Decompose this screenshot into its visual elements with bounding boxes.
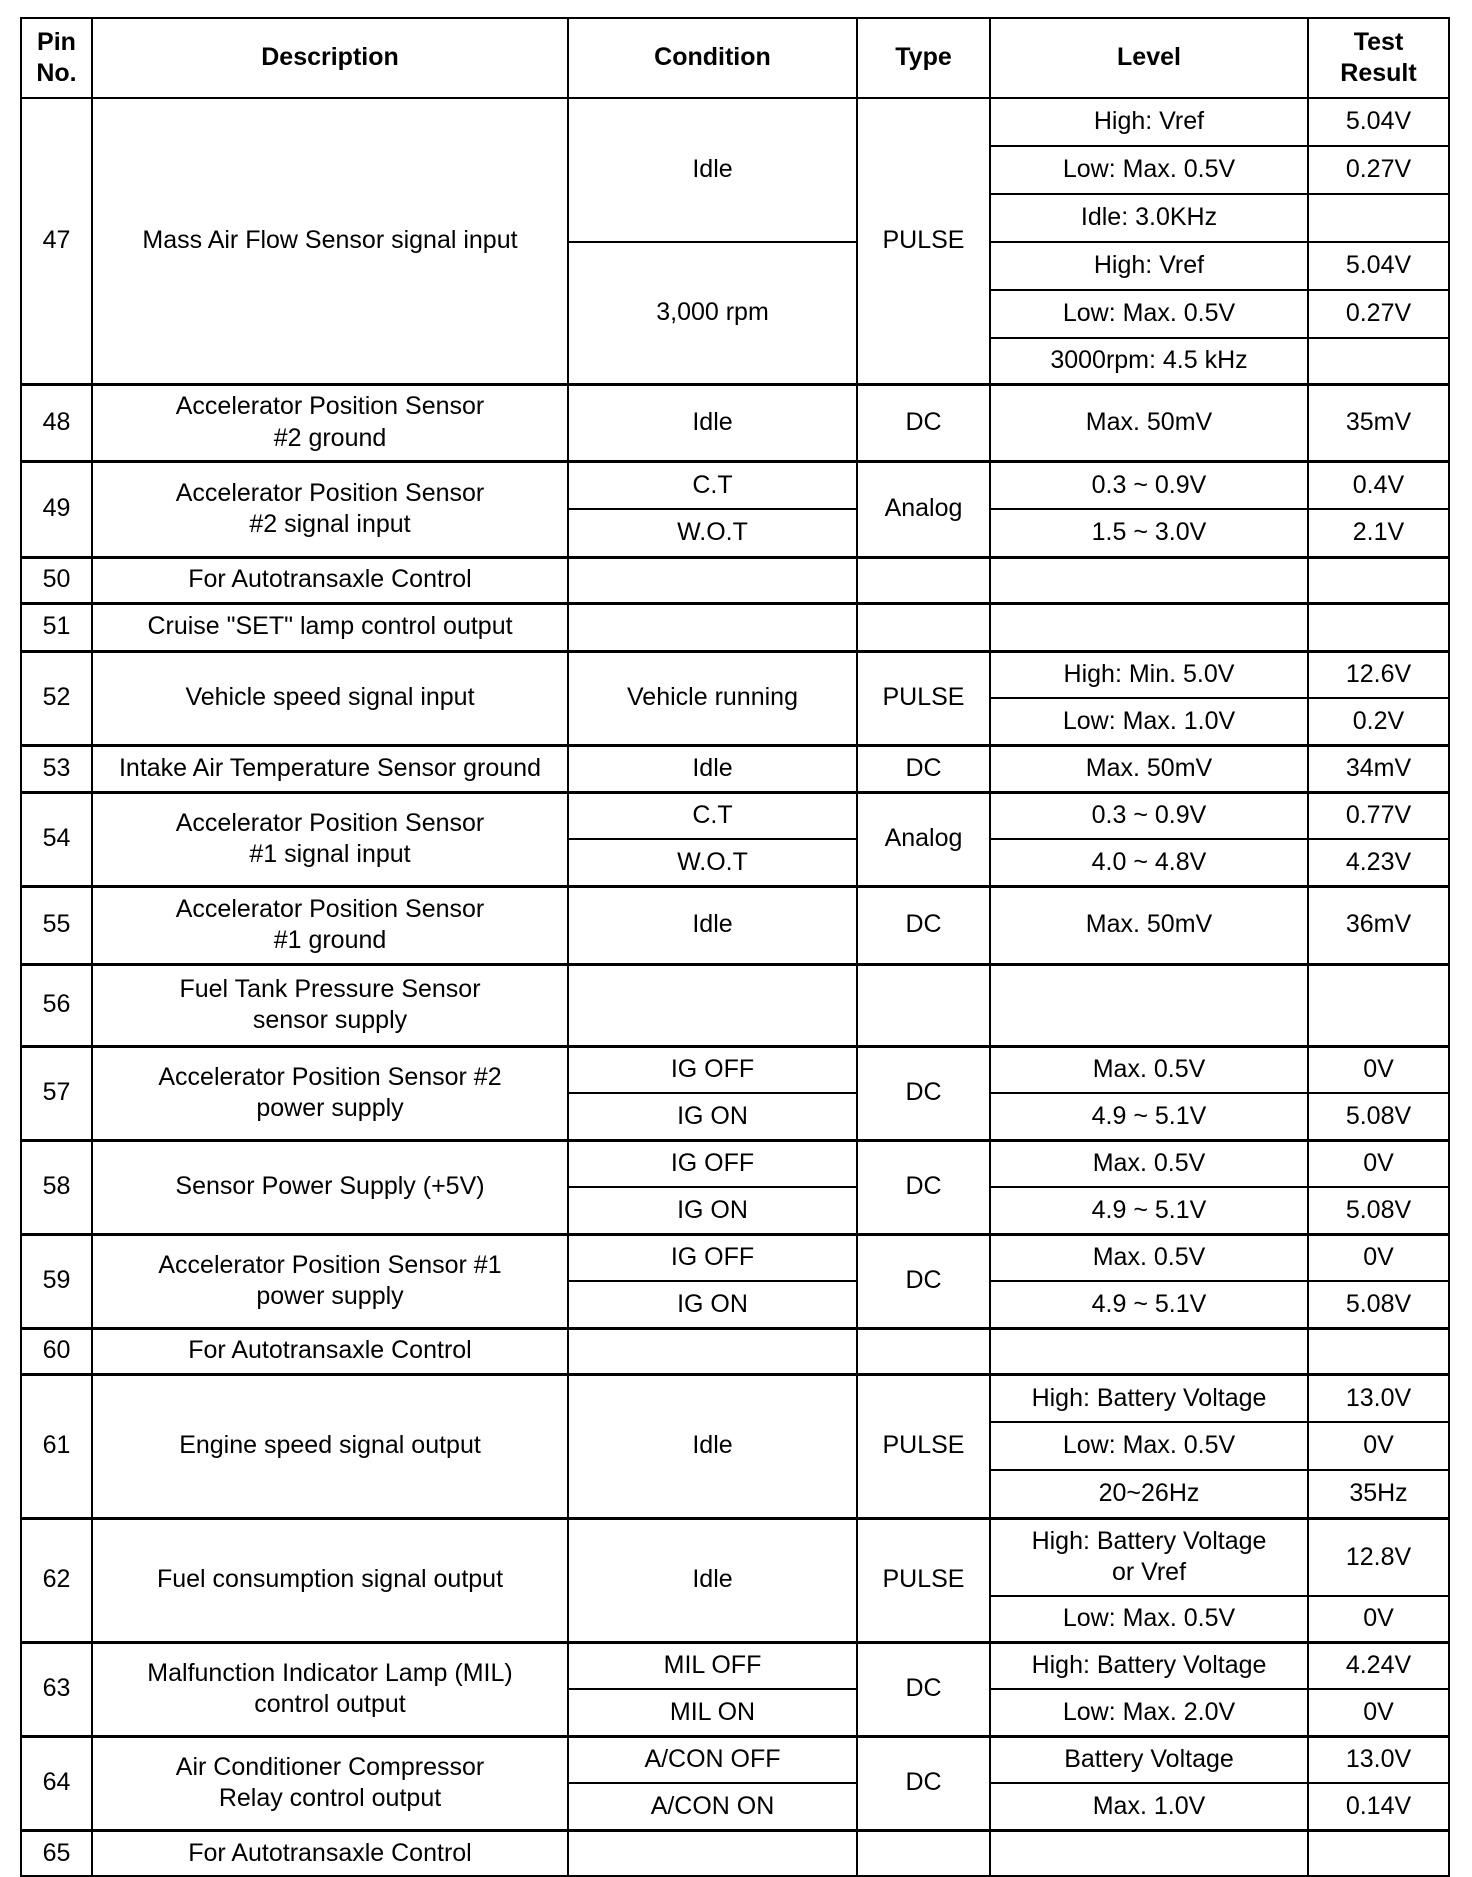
condition-cell: A/CON ON: [568, 1783, 857, 1830]
result-cell: 0V: [1308, 1140, 1449, 1187]
level-cell: High: Min. 5.0V: [990, 651, 1308, 698]
level-cell: Low: Max. 0.5V: [990, 1596, 1308, 1642]
level-cell: Max. 50mV: [990, 745, 1308, 792]
pin-description: [92, 1642, 568, 1736]
level-line: High: Battery Voltage: [1031, 1527, 1267, 1555]
description-line: Accelerator Position Sensor #2: [158, 1062, 502, 1091]
condition-cell: IG OFF: [568, 1234, 857, 1281]
level-cell: 4.0 ~ 4.8V: [990, 839, 1308, 886]
pin-number: 47: [21, 98, 92, 384]
pin-description: [92, 1736, 568, 1830]
table-row: [21, 384, 1449, 461]
condition-cell: Idle: [568, 886, 857, 964]
type-cell: DC: [857, 745, 990, 792]
result-cell: [1308, 1328, 1449, 1374]
result-cell: 12.6V: [1308, 651, 1449, 698]
condition-cell: Idle: [568, 745, 857, 792]
header-result-line1: Test: [1353, 27, 1404, 56]
type-cell: DC: [857, 1642, 990, 1736]
condition-cell: A/CON OFF: [568, 1736, 857, 1783]
result-cell: 0.77V: [1308, 792, 1449, 839]
pin-description: [92, 964, 568, 1046]
level-cell: Max. 50mV: [990, 384, 1308, 461]
header-level: Level: [990, 18, 1308, 98]
pin-description: [92, 384, 568, 461]
level-cell: 3000rpm: 4.5 kHz: [990, 338, 1308, 384]
type-cell: DC: [857, 1234, 990, 1328]
condition-cell: MIL ON: [568, 1689, 857, 1736]
table-row: [21, 964, 1449, 1046]
table-row: [21, 1518, 1449, 1596]
result-cell: 34mV: [1308, 745, 1449, 792]
type-cell: [857, 964, 990, 1046]
table-row: [21, 651, 1449, 698]
level-cell: High: Vref: [990, 242, 1308, 290]
level-cell: Battery Voltage: [990, 1736, 1308, 1783]
pin-number: 60: [21, 1328, 92, 1374]
level-cell: 20~26Hz: [990, 1470, 1308, 1518]
header-condition: Condition: [568, 18, 857, 98]
condition-cell: IG ON: [568, 1187, 857, 1234]
level-cell: Low: Max. 1.0V: [990, 698, 1308, 745]
level-cell: Max. 0.5V: [990, 1234, 1308, 1281]
pin-number: 55: [21, 886, 92, 964]
pin-number: 54: [21, 792, 92, 886]
pin-number: 61: [21, 1374, 92, 1518]
pin-description: [92, 1046, 568, 1140]
header-result-line2: Result: [1340, 59, 1417, 87]
level-cell: [990, 1830, 1308, 1876]
header-pin-no: [21, 18, 92, 98]
pin-description: Intake Air Temperature Sensor ground: [92, 745, 568, 792]
header-type: Type: [857, 18, 990, 98]
level-cell: Low: Max. 2.0V: [990, 1689, 1308, 1736]
result-cell: [1308, 1830, 1449, 1876]
level-cell: [990, 964, 1308, 1046]
description-line: Accelerator Position Sensor #1: [158, 1250, 502, 1279]
type-cell: DC: [857, 886, 990, 964]
condition-cell: [568, 557, 857, 603]
pin-description: Sensor Power Supply (+5V): [92, 1140, 568, 1234]
result-cell: 0.27V: [1308, 146, 1449, 194]
condition-cell: W.O.T: [568, 839, 857, 886]
description-line: #2 ground: [273, 423, 387, 452]
result-cell: 4.23V: [1308, 839, 1449, 886]
condition-cell: W.O.T: [568, 509, 857, 557]
table-row: [21, 98, 1449, 146]
level-cell: [990, 1328, 1308, 1374]
level-cell: Low: Max. 0.5V: [990, 1422, 1308, 1470]
result-cell: 35Hz: [1308, 1470, 1449, 1518]
result-cell: 12.8V: [1308, 1518, 1449, 1596]
pin-number: 63: [21, 1642, 92, 1736]
level-cell: High: Battery Voltage: [990, 1642, 1308, 1689]
result-cell: [1308, 194, 1449, 242]
pin-description: Fuel consumption signal output: [92, 1518, 568, 1642]
description-line: #1 ground: [273, 926, 387, 954]
table-row: [21, 745, 1449, 792]
pin-number: 51: [21, 603, 92, 651]
result-cell: 0V: [1308, 1596, 1449, 1642]
type-cell: PULSE: [857, 1518, 990, 1642]
type-cell: PULSE: [857, 1374, 990, 1518]
result-cell: 4.24V: [1308, 1642, 1449, 1689]
description-line: sensor supply: [252, 1006, 408, 1034]
description-line: #1 signal input: [249, 840, 411, 868]
condition-cell: Idle: [568, 384, 857, 461]
level-cell: [990, 603, 1308, 651]
condition-cell: IG ON: [568, 1281, 857, 1328]
level-cell: 0.3 ~ 0.9V: [990, 461, 1308, 509]
pin-description: For Autotransaxle Control: [92, 557, 568, 603]
level-cell: High: Battery Voltage: [990, 1374, 1308, 1422]
table-row: [21, 1046, 1449, 1093]
result-cell: 0V: [1308, 1046, 1449, 1093]
result-cell: [1308, 964, 1449, 1046]
level-cell: Max. 0.5V: [990, 1140, 1308, 1187]
description-line: control output: [254, 1690, 406, 1718]
header-description: Description: [92, 18, 568, 98]
result-cell: 0.14V: [1308, 1783, 1449, 1830]
result-cell: 35mV: [1308, 384, 1449, 461]
condition-cell: IG ON: [568, 1093, 857, 1140]
header-pin-line2: No.: [36, 59, 77, 87]
pin-description: [92, 461, 568, 557]
description-line: Accelerator Position Sensor: [175, 392, 485, 421]
pin-number: 59: [21, 1234, 92, 1328]
result-cell: 5.08V: [1308, 1281, 1449, 1328]
condition-cell: C.T: [568, 792, 857, 839]
result-cell: [1308, 338, 1449, 384]
description-line: power supply: [256, 1282, 404, 1310]
type-cell: Analog: [857, 461, 990, 557]
ecm-pin-spec-table: [20, 17, 1450, 1877]
condition-cell: IG OFF: [568, 1140, 857, 1187]
result-cell: [1308, 557, 1449, 603]
level-line: or Vref: [1111, 1558, 1187, 1587]
result-cell: 5.04V: [1308, 242, 1449, 290]
type-cell: PULSE: [857, 98, 990, 384]
condition-cell: IG OFF: [568, 1046, 857, 1093]
result-cell: 5.08V: [1308, 1187, 1449, 1234]
header-pin-line1: Pin: [37, 27, 76, 56]
pin-description: [92, 886, 568, 964]
condition-cell: Vehicle running: [568, 651, 857, 745]
level-cell: Low: Max. 0.5V: [990, 290, 1308, 338]
condition-cell: [568, 1328, 857, 1374]
level-cell: 4.9 ~ 5.1V: [990, 1187, 1308, 1234]
result-cell: 0V: [1308, 1689, 1449, 1736]
table-row: [21, 461, 1449, 509]
level-cell: 0.3 ~ 0.9V: [990, 792, 1308, 839]
pin-description: Mass Air Flow Sensor signal input: [92, 98, 568, 384]
description-line: Malfunction Indicator Lamp (MIL): [147, 1658, 513, 1687]
result-cell: 0.27V: [1308, 290, 1449, 338]
pin-number: 53: [21, 745, 92, 792]
pin-number: 58: [21, 1140, 92, 1234]
type-cell: Analog: [857, 792, 990, 886]
pin-description: [92, 792, 568, 886]
table-row: [21, 1642, 1449, 1689]
condition-cell: [568, 964, 857, 1046]
pin-number: 62: [21, 1518, 92, 1642]
pin-number: 65: [21, 1830, 92, 1876]
condition-cell: Idle: [568, 1518, 857, 1642]
header-test-result: [1308, 18, 1449, 98]
type-cell: DC: [857, 1736, 990, 1830]
pin-number: 49: [21, 461, 92, 557]
level-cell: 4.9 ~ 5.1V: [990, 1281, 1308, 1328]
table-row: [21, 557, 1449, 603]
level-cell: Max. 0.5V: [990, 1046, 1308, 1093]
result-cell: 13.0V: [1308, 1736, 1449, 1783]
result-cell: 0V: [1308, 1422, 1449, 1470]
level-cell: High: Vref: [990, 98, 1308, 146]
pin-description: [92, 1234, 568, 1328]
result-cell: 0.4V: [1308, 461, 1449, 509]
description-line: #2 signal input: [249, 510, 411, 538]
pin-number: 64: [21, 1736, 92, 1830]
type-cell: [857, 603, 990, 651]
description-line: Accelerator Position Sensor: [175, 894, 485, 923]
pin-description: For Autotransaxle Control: [92, 1328, 568, 1374]
condition-cell: [568, 603, 857, 651]
type-cell: DC: [857, 384, 990, 461]
table-row: [21, 1830, 1449, 1876]
description-line: Accelerator Position Sensor: [175, 478, 485, 507]
condition-cell: 3,000 rpm: [568, 242, 857, 384]
pin-number: 48: [21, 384, 92, 461]
pin-number: 50: [21, 557, 92, 603]
type-cell: DC: [857, 1046, 990, 1140]
level-cell: Low: Max. 0.5V: [990, 146, 1308, 194]
level-cell: Idle: 3.0KHz: [990, 194, 1308, 242]
result-cell: 0.2V: [1308, 698, 1449, 745]
description-line: Air Conditioner Compressor: [175, 1752, 485, 1781]
table-row: [21, 603, 1449, 651]
result-cell: [1308, 603, 1449, 651]
pin-description: Vehicle speed signal input: [92, 651, 568, 745]
description-line: power supply: [256, 1094, 404, 1122]
pin-number: 57: [21, 1046, 92, 1140]
type-cell: PULSE: [857, 651, 990, 745]
pin-description: Cruise "SET" lamp control output: [92, 603, 568, 651]
condition-cell: Idle: [568, 1374, 857, 1518]
description-line: Relay control output: [218, 1784, 442, 1812]
table-row: [21, 1234, 1449, 1281]
condition-cell: [568, 1830, 857, 1876]
result-cell: 0V: [1308, 1234, 1449, 1281]
type-cell: DC: [857, 1140, 990, 1234]
result-cell: 2.1V: [1308, 509, 1449, 557]
type-cell: [857, 1328, 990, 1374]
table-row: [21, 792, 1449, 839]
level-cell: [990, 557, 1308, 603]
level-cell: 1.5 ~ 3.0V: [990, 509, 1308, 557]
level-cell: 4.9 ~ 5.1V: [990, 1093, 1308, 1140]
type-cell: [857, 557, 990, 603]
table-row: [21, 1374, 1449, 1422]
result-cell: 5.04V: [1308, 98, 1449, 146]
result-cell: 36mV: [1308, 886, 1449, 964]
description-line: Accelerator Position Sensor: [175, 808, 485, 837]
pin-description: For Autotransaxle Control: [92, 1830, 568, 1876]
pin-number: 56: [21, 964, 92, 1046]
result-cell: 13.0V: [1308, 1374, 1449, 1422]
type-cell: [857, 1830, 990, 1876]
level-cell: Max. 50mV: [990, 886, 1308, 964]
condition-cell: C.T: [568, 461, 857, 509]
table-header-row: [21, 18, 1449, 98]
condition-cell: MIL OFF: [568, 1642, 857, 1689]
result-cell: 5.08V: [1308, 1093, 1449, 1140]
table-row: [21, 1140, 1449, 1187]
level-cell: Max. 1.0V: [990, 1783, 1308, 1830]
condition-cell: Idle: [568, 98, 857, 242]
table-row: [21, 886, 1449, 964]
table-row: [21, 1328, 1449, 1374]
pin-description: Engine speed signal output: [92, 1374, 568, 1518]
pin-number: 52: [21, 651, 92, 745]
description-line: Fuel Tank Pressure Sensor: [179, 974, 481, 1003]
table-row: [21, 1736, 1449, 1783]
level-cell: [990, 1518, 1308, 1596]
